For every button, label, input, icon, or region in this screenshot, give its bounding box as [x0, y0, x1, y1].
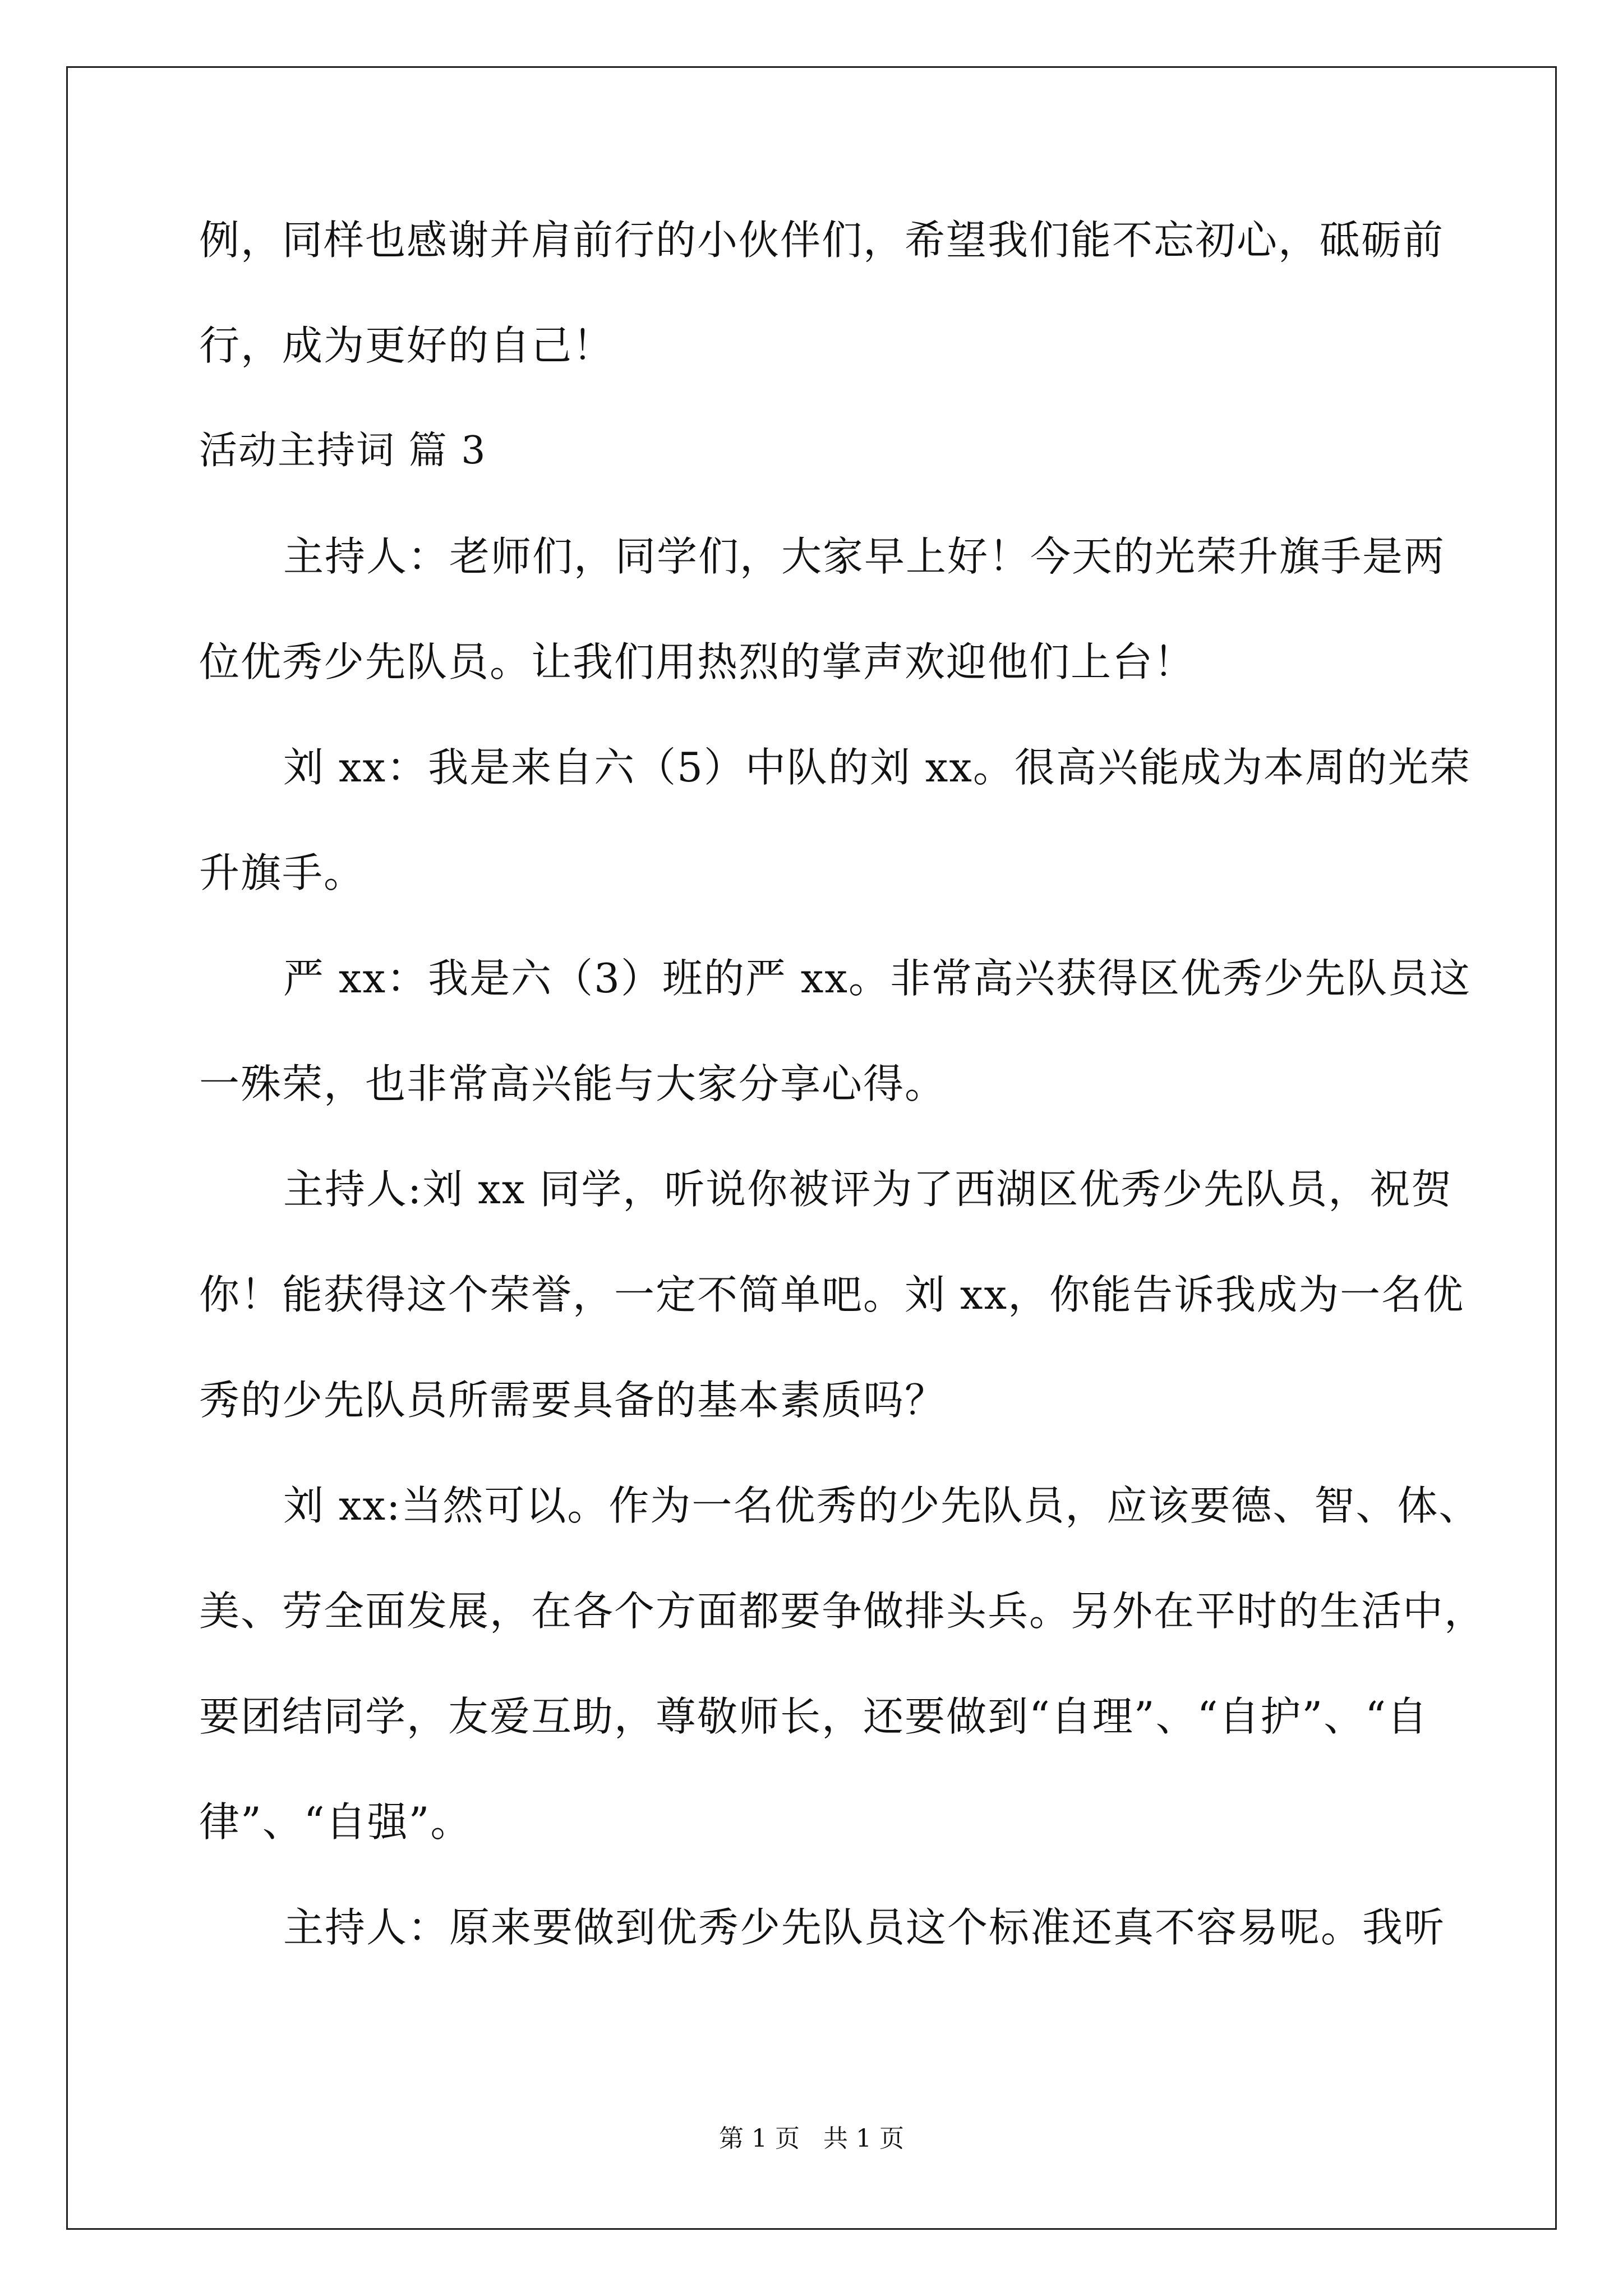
text-line: 一殊荣，也非常高兴能与大家分享心得。 — [199, 1060, 947, 1107]
section-heading: 活动主持词 篇 3 — [199, 429, 487, 473]
text-line: 主持人：原来要做到优秀少先队员这个标准还真不容易呢。我听 — [283, 1904, 1446, 1951]
text-line: 秀的少先队员所需要具备的基本素质吗？ — [199, 1377, 947, 1424]
text-line: 律”、“自强”。 — [199, 1798, 472, 1846]
text-line: 例，同样也感谢并肩前行的小伙伴们，希望我们能不忘初心，砥砺前 — [199, 217, 1445, 264]
text-line: 主持人：老师们，同学们，大家早上好！今天的光荣升旗手是两 — [283, 533, 1446, 580]
text-line: 刘 xx:当然可以。作为一名优秀的少先队员，应该要德、智、体、 — [283, 1482, 1481, 1529]
text-line: 严 xx：我是六（3）班的严 xx。非常高兴获得区优秀少先队员这 — [283, 955, 1472, 1002]
text-line: 美、劳全面发展，在各个方面都要争做排头兵。另外在平时的生活中， — [199, 1588, 1486, 1635]
page-footer: 第 1 页 共 1 页 — [719, 2124, 904, 2153]
text-line: 升旗手。 — [199, 849, 366, 896]
text-line: 位优秀少先队员。让我们用热烈的掌声欢迎他们上台！ — [199, 638, 1196, 685]
text-line: 要团结同学，友爱互助，尊敬师长，还要做到“自理”、“自护”、“自 — [199, 1693, 1429, 1740]
text-line: 刘 xx：我是来自六（5）中队的刘 xx。很高兴能成为本周的光荣 — [283, 744, 1472, 791]
text-line: 行，成为更好的自己！ — [199, 322, 615, 369]
text-line: 你！能获得这个荣誉，一定不简单吧。刘 xx，你能告诉我成为一名优 — [199, 1271, 1465, 1318]
text-line: 主持人:刘 xx 同学，听说你被评为了西湖区优秀少先队员，祝贺 — [283, 1166, 1453, 1213]
